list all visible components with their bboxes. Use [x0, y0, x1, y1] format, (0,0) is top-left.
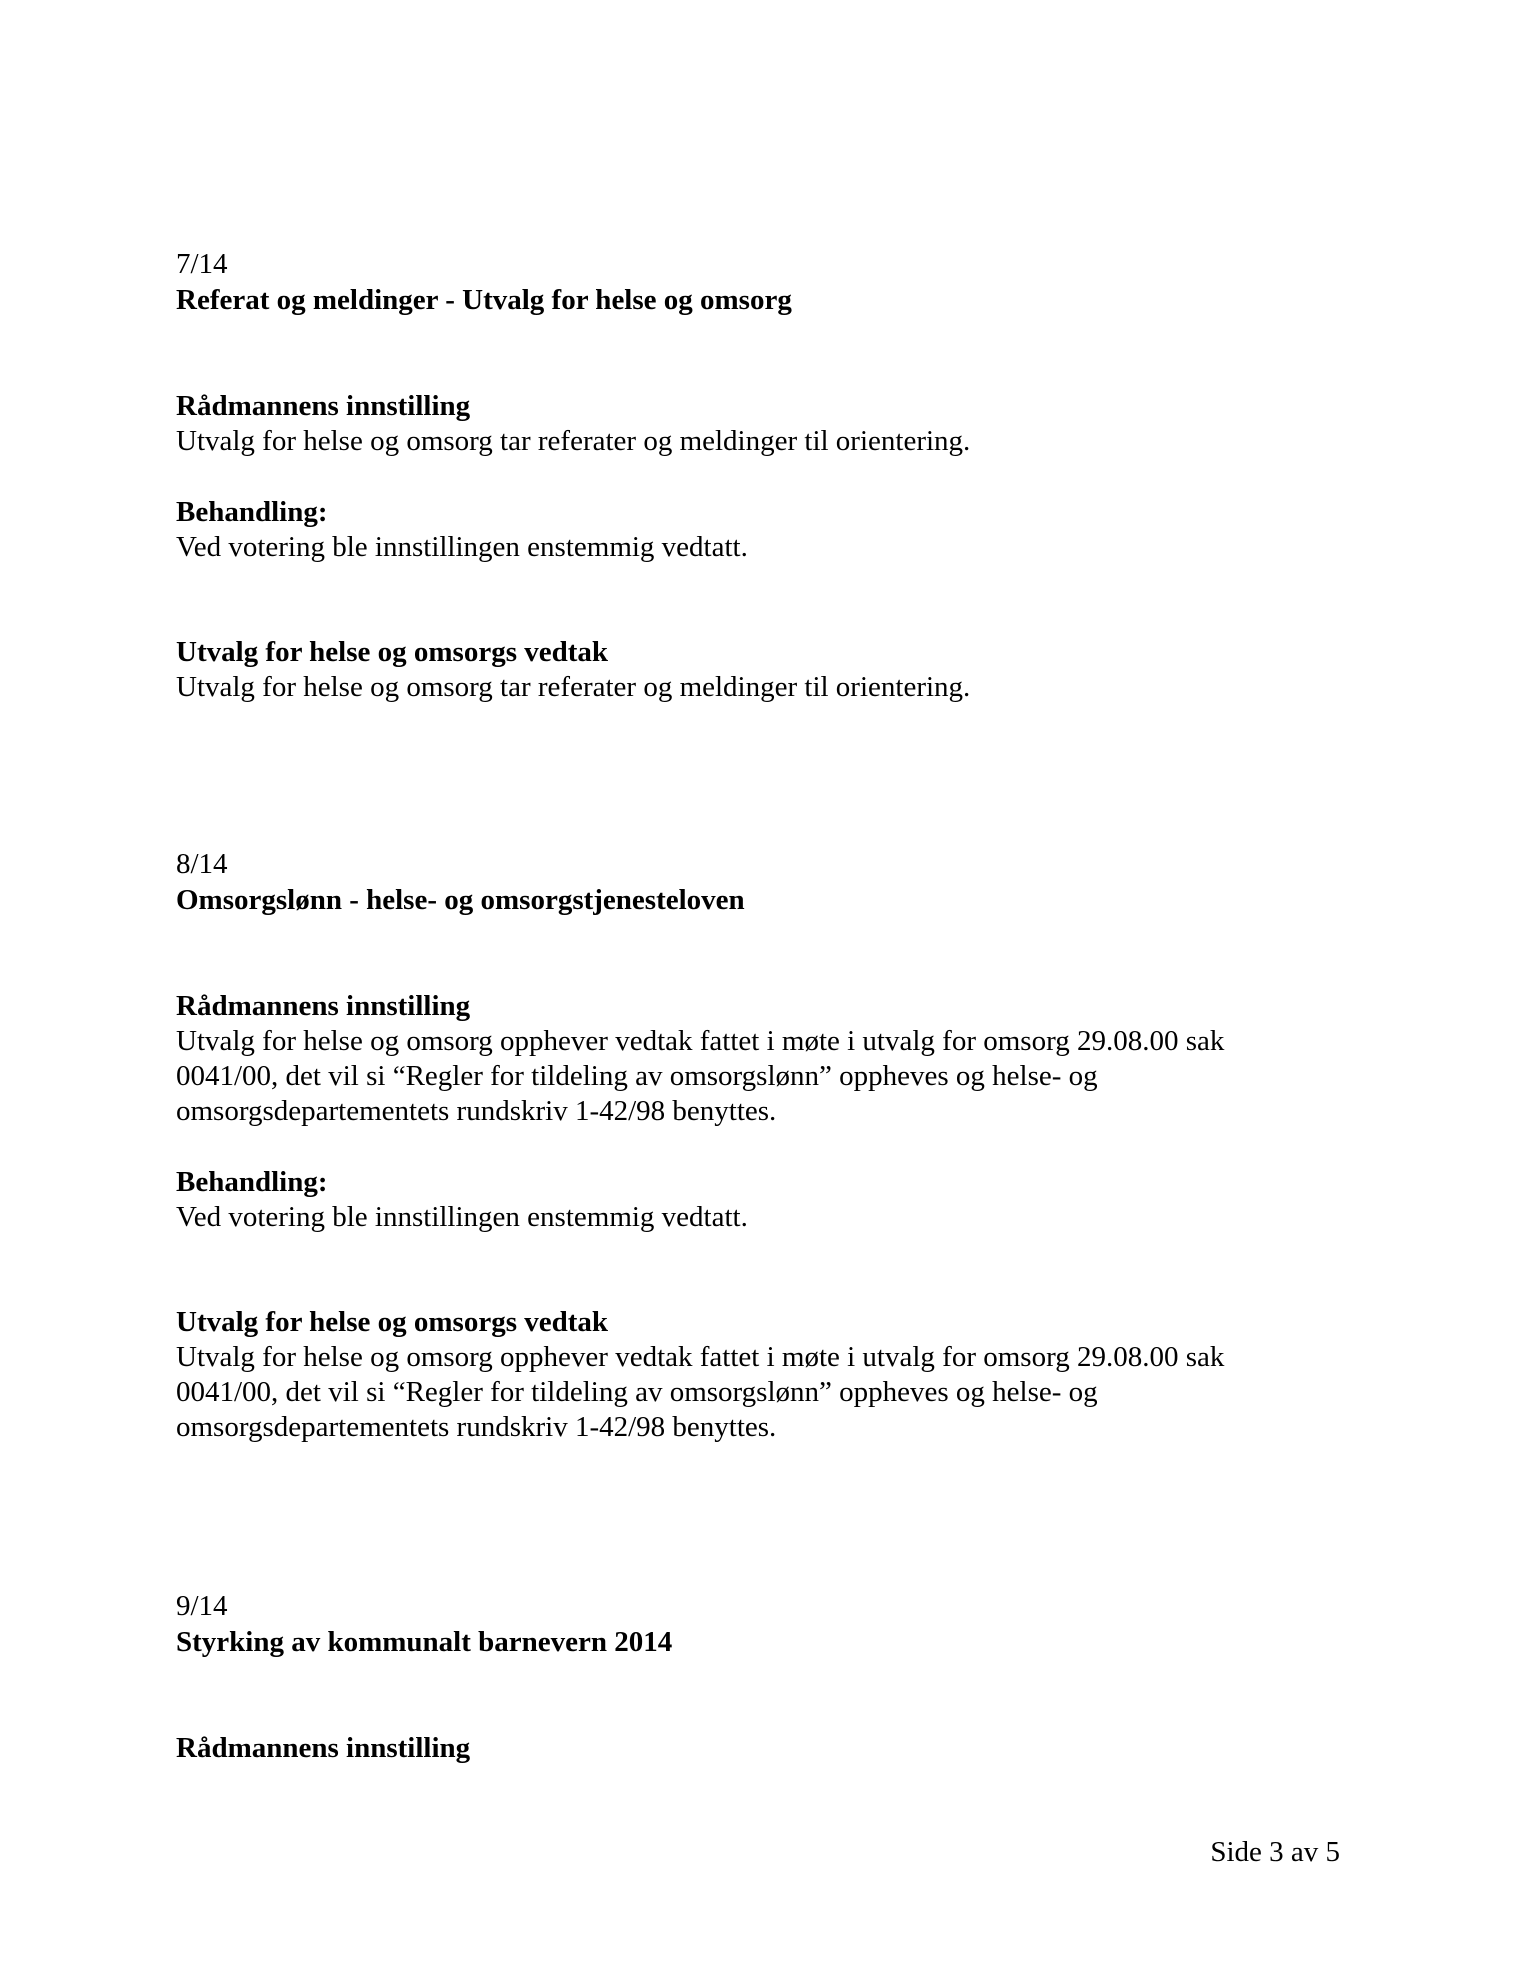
recommendation-heading: Rådmannens innstilling	[176, 990, 471, 1022]
handling-text: Ved votering ble innstillingen enstemmig vedtatt.	[176, 1201, 748, 1233]
case-number: 7/14	[176, 248, 228, 280]
page-number: Side 3 av 5	[1210, 1836, 1340, 1868]
decision-heading: Utvalg for helse og omsorgs vedtak	[176, 636, 609, 668]
recommendation-text	[176, 424, 970, 459]
handling-heading: Behandling:	[176, 496, 328, 528]
recommendation-line: Utvalg for helse og omsorg opphever vedtak fattet i møte i utvalg for omsorg 29.08.00 sak	[176, 1025, 1225, 1057]
case-title: Referat og meldinger - Utvalg for helse og omsorg	[176, 284, 792, 316]
recommendation-text	[176, 1024, 1224, 1129]
case-title: Omsorgslønn - helse- og omsorgstjenesteloven	[176, 884, 745, 916]
decision-heading: Utvalg for helse og omsorgs vedtak	[176, 1306, 609, 1338]
handling-heading: Behandling:	[176, 1166, 328, 1198]
decision-line: omsorgsdepartementets rundskriv 1-42/98 benyttes.	[176, 1411, 777, 1443]
decision-line: 0041/00, det vil si “Regler for tildeling av omsorgslønn” oppheves og helse- og	[176, 1376, 1098, 1408]
case-number: 8/14	[176, 848, 228, 880]
recommendation-line: 0041/00, det vil si “Regler for tildeling av omsorgslønn” oppheves og helse- og	[176, 1060, 1098, 1092]
recommendation-line: Utvalg for helse og omsorg tar referater og meldinger til orientering.	[176, 425, 971, 457]
case-number: 9/14	[176, 1590, 228, 1622]
recommendation-heading: Rådmannens innstilling	[176, 1732, 471, 1764]
decision-text	[176, 1340, 1224, 1445]
case-title: Styrking av kommunalt barnevern 2014	[176, 1626, 673, 1658]
decision-line: Utvalg for helse og omsorg opphever vedtak fattet i møte i utvalg for omsorg 29.08.00 sak	[176, 1341, 1225, 1373]
decision-line: Utvalg for helse og omsorg tar referater og meldinger til orientering.	[176, 671, 971, 703]
decision-text	[176, 670, 970, 705]
recommendation-line: omsorgsdepartementets rundskriv 1-42/98 benyttes.	[176, 1095, 777, 1127]
handling-text: Ved votering ble innstillingen enstemmig vedtatt.	[176, 531, 748, 563]
recommendation-heading: Rådmannens innstilling	[176, 390, 471, 422]
